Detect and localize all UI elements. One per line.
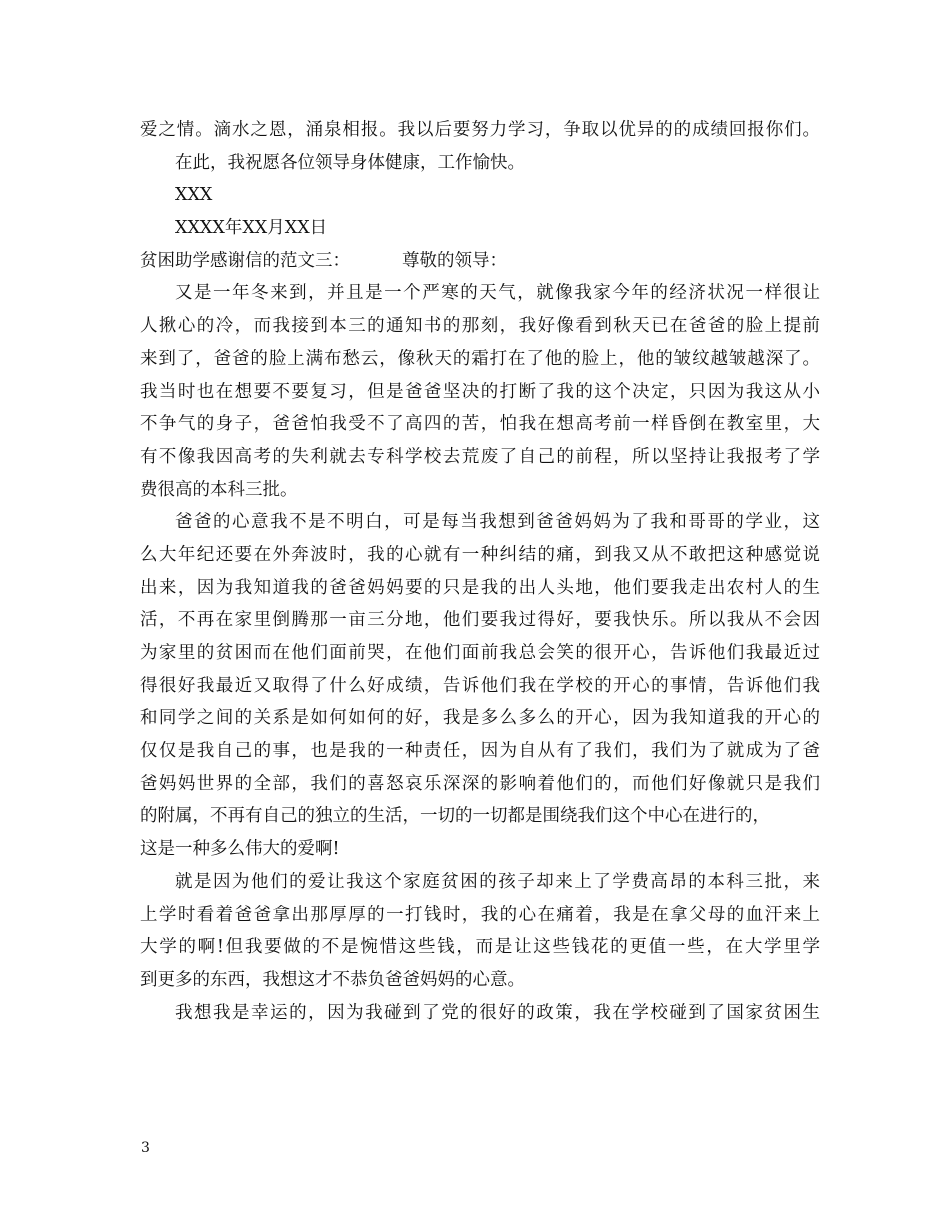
text-line: 在此，我祝愿各位领导身体健康，工作愉快。 (175, 152, 525, 173)
text-line: 为家里的贫困而在他们面前哭，在他们面前我总会笑的很开心，告诉他们我最近过 (140, 643, 820, 663)
letter-body (140, 114, 820, 1029)
signature-name: XXX (175, 185, 213, 206)
text-line: 爱之情。滴水之恩，涌泉相报。我以后要努力学习，争取以优异的的成绩回报你们。 (140, 120, 820, 140)
page-number: 3 (141, 1140, 150, 1156)
text-line: 到更多的东西，我想这才不恭负爸爸妈妈的心意。 (140, 969, 525, 990)
text-line: 上学时看着爸爸拿出那厚厚的一打钱时，我的心在痛着，我是在拿父母的血汗来上 (140, 904, 820, 925)
text-line: 的附属，不再有自己的独立的生活，一切的一切都是围绕我们这个中心在进行的， (140, 806, 770, 827)
text-line: 大学的啊!但我要做的不是惋惜这些钱，而是让这些钱花的更值一些，在大学里学 (140, 937, 820, 958)
text-line: 爸爸的心意我不是不明白，可是每当我想到爸爸妈妈为了我和哥哥的学业，这 (175, 512, 820, 533)
salutation: 尊敬的领导： (402, 250, 507, 271)
text-line: 就是因为他们的爱让我这个家庭贫困的孩子却来上了学费高昂的本科三批，来 (175, 871, 820, 892)
text-line: 我想我是幸运的，因为我碰到了党的很好的政策，我在学校碰到了国家贫困生 (175, 1002, 820, 1023)
section-heading: 贫困助学感谢信的范文三： (140, 250, 350, 271)
signature-date: XXXX年XX月XX日 (175, 218, 328, 239)
text-line: 仅仅是我自己的事，也是我的一种责任，因为自从有了我们，我们为了就成为了爸 (140, 741, 820, 762)
text-line: 爸妈妈世界的全部，我们的喜怒哀乐深深的影响着他们的，而他们好像就只是我们 (140, 773, 820, 794)
text-line: 这是一种多么伟大的爱啊! (140, 839, 340, 860)
text-line: 不争气的身子，爸爸怕我受不了高四的苦，怕我在想高考前一样昏倒在教室里，大 (140, 414, 820, 435)
text-line: 有不像我因高考的失利就去专科学校去荒废了自己的前程，所以坚持让我报考了学 (140, 446, 820, 467)
text-line: 来到了，爸爸的脸上满布愁云，像秋天的霜打在了他的脸上，他的皱纹越皱越深了。 (140, 348, 820, 369)
text-line: 费很高的本科三批。 (140, 479, 298, 500)
text-line: 活，不再在家里倒腾那一亩三分地，他们要我过得好，要我快乐。所以我从不会因 (140, 610, 820, 631)
text-line: 么大年纪还要在外奔波时，我的心就有一种纠结的痛，到我又从不敢把这种感觉说 (140, 544, 820, 565)
text-line: 出来，因为我知道我的爸爸妈妈要的只是我的出人头地，他们要我走出农村人的生 (140, 577, 820, 598)
text-line: 和同学之间的关系是如何如何的好，我是多么多么的开心，因为我知道我的开心的 (140, 708, 820, 729)
text-line: 人揪心的冷，而我接到本三的通知书的那刻，我好像看到秋天已在爸爸的脸上提前 (140, 316, 820, 337)
text-line: 又是一年冬来到，并且是一个严寒的天气，就像我家今年的经济状况一样很让 (175, 283, 820, 304)
text-line: 我当时也在想要不要复习，但是爸爸坚决的打断了我的这个决定，只因为我这从小 (140, 381, 820, 402)
text-line: 得很好我最近又取得了什么好成绩，告诉他们我在学校的开心的事情，告诉他们我 (140, 675, 820, 696)
section-heading-line (140, 245, 820, 278)
